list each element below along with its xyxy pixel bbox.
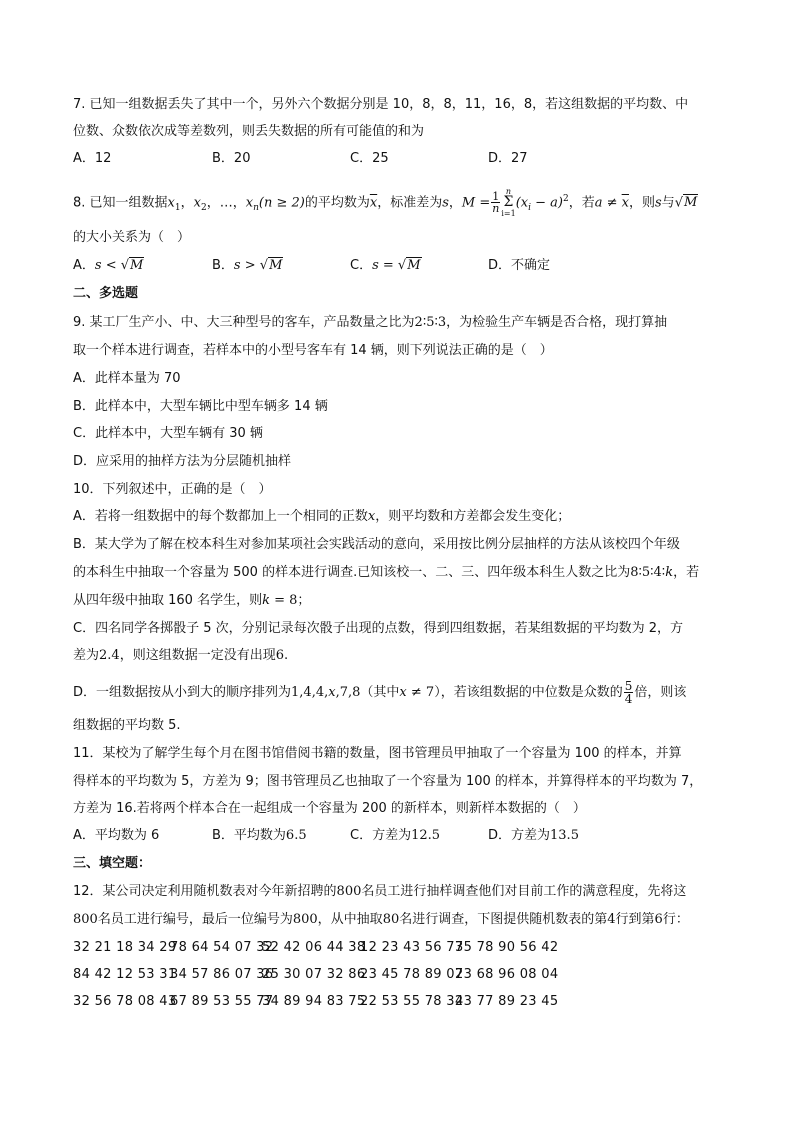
q10-d-text-2: （其中 xyxy=(360,685,400,700)
q8-option-c-sqrt: √M xyxy=(397,258,421,273)
q10-option-a xyxy=(73,507,570,527)
q10-d-seq: 1,4,4, xyxy=(291,685,329,700)
q10-b-text-3: 从四年级中抽取 160 名学生，则 xyxy=(73,593,263,608)
q8-M-eq: M = xyxy=(461,195,491,211)
table-row-2-group-3: 25 30 07 32 86 xyxy=(262,967,366,982)
q9-line1 xyxy=(73,313,667,333)
q8-text-2: 的平均数为 xyxy=(304,195,370,211)
q8-sum-tail: − a) xyxy=(530,195,563,211)
q8-option-a-sqrt: √M xyxy=(120,258,144,273)
q8-condition: (n ≥ 2) xyxy=(258,195,305,211)
q10-option-d-line2: 组数据的平均数 5. xyxy=(73,718,181,733)
q12-text-6: 行到第 xyxy=(615,912,655,927)
q8-s: s xyxy=(442,195,449,211)
q12-num-6: 6 xyxy=(654,912,663,927)
q12-text-3: 名员工进行编号，最后一位编号为 xyxy=(97,912,293,927)
q8-sep2: ，…， xyxy=(206,195,246,211)
q8-sum-top: n xyxy=(505,187,512,197)
q11-line1: 11．某校为了解学生每个月在图书馆借阅书籍的数量，图书管理员甲抽取了一个容量为 100 的样本，并算 xyxy=(73,746,682,761)
q8-frac-num: 1 xyxy=(492,190,500,204)
q8-sqrt-M-rad: M xyxy=(683,195,698,211)
q7-option-b: B．20 xyxy=(212,151,251,166)
q10-c-text-1: 差为 xyxy=(73,648,100,663)
q8-cond2-a: a ≠ xyxy=(594,195,618,211)
q8-sep1: ， xyxy=(180,195,194,211)
q12-num-800-c: 800 xyxy=(292,912,318,927)
q11-option-d-value: 13.5 xyxy=(550,828,579,843)
q8-fraction xyxy=(491,191,500,214)
q8-x2-sub: 2 xyxy=(200,202,207,213)
q10-option-b-line1: B．某大学为了解在校本科生对参加某项社会实践活动的意向，采用按比例分层抽样的方法从该校四个年级 xyxy=(73,537,680,552)
q10-d-frac-den: 4 xyxy=(624,692,633,706)
q10-option-c-line2 xyxy=(73,646,288,666)
q8-option-a xyxy=(73,256,144,276)
q11-option-d xyxy=(488,826,579,846)
table-row-1-group-3: 52 42 06 44 38 xyxy=(262,940,366,955)
q7-line1: 7. 已知一组数据丢失了其中一个，另外六个数据分别是 10，8，8，11，16，8，若这组数据的平均数、中 xyxy=(73,97,689,112)
q12-text-5: 名进行调查，下图提供随机数表的第 xyxy=(399,912,608,927)
q8-text-3: ，标准差为 xyxy=(377,195,443,211)
q10-option-b-line3 xyxy=(73,591,310,611)
q10-option-d-line1 xyxy=(73,679,686,707)
table-row-2-group-4: 23 45 78 89 07 xyxy=(360,967,464,982)
q9-ratio: 2∶5∶3 xyxy=(414,315,447,330)
q12-line1 xyxy=(73,882,686,902)
q8-text-5: ，若 xyxy=(568,195,595,211)
q10-d-text-1: D．一组数据按从小到大的顺序排列为 xyxy=(73,685,292,700)
q10-line1: 10．下列叙述中，正确的是（ ） xyxy=(73,482,272,497)
q12-text-7: 行： xyxy=(662,912,689,927)
q9-option-a: A．此样本量为 70 xyxy=(73,371,181,386)
q10-a-x: x xyxy=(367,509,376,524)
q10-d-ne: ≠ 7 xyxy=(406,685,435,700)
q8-sigma: Σ xyxy=(503,194,514,211)
q8-text-1: 8. 已知一组数据 xyxy=(73,195,168,211)
q10-a-text-1: A．若将一组数据中的每个数都加上一个相同的正数 xyxy=(73,509,368,524)
q8-text-4: ， xyxy=(448,195,462,211)
q10-d-x: x xyxy=(328,685,336,700)
q10-option-b-line2 xyxy=(73,563,699,583)
q10-b-text-1: 的本科生中抽取一个容量为 500 的样本进行调查.已知该校一、二、三、四年级本科生人数之比为 xyxy=(73,565,631,580)
q8-option-a-M: M xyxy=(130,258,144,273)
q12-text-4: ，从中抽取 xyxy=(317,912,383,927)
q11-option-d-label: D．方差为 xyxy=(488,828,551,843)
q12-text-2: 名员工进行抽样调查他们对目前工作的满意程度，先将这 xyxy=(361,884,687,899)
q10-d-text-3: ），若该组数据的中位数是众数的 xyxy=(434,685,623,700)
q10-option-c-line1: C．四名同学各掷骰子 5 次，分别记录每次骰子出现的点数，得到四组数据，若某组数据的平均数为 2，方 xyxy=(73,621,684,636)
q9-line2: 取一个样本进行调查，若样本中的小型号客车有 14 辆，则下列说法正确的是（ ） xyxy=(73,343,553,358)
q8-line1 xyxy=(73,186,698,221)
table-row-3-group-5: 43 77 89 23 45 xyxy=(455,994,559,1009)
q8-x2: x xyxy=(193,195,201,211)
q8-frac-den: n xyxy=(492,202,500,216)
q10-b-k2: k xyxy=(262,593,270,608)
q11-option-b-value: 6.5 xyxy=(285,828,307,843)
q10-a-text-2: ，则平均数和方差都会发生变化； xyxy=(375,509,571,524)
q8-sum xyxy=(501,187,515,218)
q10-b-k: k xyxy=(665,565,674,580)
q12-text-1: 12．某公司决定利用随机数表对今年新招聘的 xyxy=(73,884,337,899)
table-row-2-group-5: 23 68 96 08 04 xyxy=(455,967,559,982)
q9-text-b: ，为检验生产车辆是否合格，现打算抽 xyxy=(446,315,668,330)
q12-line2 xyxy=(73,910,689,930)
q8-option-c-label: C． xyxy=(350,258,373,273)
q8-option-c xyxy=(350,256,422,276)
q12-num-800-a: 800 xyxy=(336,884,362,899)
table-row-3-group-2: 67 89 53 55 77 xyxy=(170,994,274,1009)
q11-option-c xyxy=(350,826,440,846)
q11-line3: 方差为 16.若将两个样本合在一起组成一个容量为 200 的新样本，则新样本数据的（ ） xyxy=(73,801,586,816)
q9-text-a: 9. 某工厂生产小、中、大三种型号的客车，产品数量之比为 xyxy=(73,315,415,330)
q8-text-6: ，则 xyxy=(628,195,655,211)
q11-line2: 得样本的平均数为 5，方差为 9；图书管理员乙也抽取了一个容量为 100 的样本，并算得样本的平均数为 7， xyxy=(73,774,703,789)
q8-xn-sub: n xyxy=(253,202,259,213)
q8-option-b-sqrt: √M xyxy=(259,258,283,273)
q8-option-b xyxy=(212,256,283,276)
table-row-3-group-4: 22 53 55 78 32 xyxy=(360,994,464,1009)
q10-b-text-2: ，若 xyxy=(673,565,700,580)
q7-option-d: D．27 xyxy=(488,151,528,166)
table-row-2-group-1: 84 42 12 53 31 xyxy=(73,967,177,982)
q10-d-fraction xyxy=(624,680,634,705)
q10-c-six: 6. xyxy=(275,648,289,663)
q8-line2: 的大小关系为（ ） xyxy=(73,230,191,245)
table-row-1-group-4: 12 23 43 56 77 xyxy=(360,940,464,955)
q8-sum-body: (x xyxy=(515,195,529,211)
q10-c-text-2: ，则这组数据一定没有出现 xyxy=(119,648,276,663)
q8-sqrt-M: √M xyxy=(674,195,698,211)
q7-option-a: A．12 xyxy=(73,151,112,166)
q10-d-x2: x xyxy=(399,685,407,700)
q11-option-b-label: B．平均数为 xyxy=(212,828,286,843)
q8-option-a-s: s < xyxy=(94,258,117,273)
q7-line2: 位数、众数依次成等差数列，则丢失数据的所有可能值的和为 xyxy=(73,124,425,139)
q7-option-c: C．25 xyxy=(350,151,389,166)
q8-xbar: $\overline{x}$ xyxy=(369,195,378,211)
q12-num-4: 4 xyxy=(607,912,616,927)
q12-num-800-b: 800 xyxy=(73,912,98,927)
q11-option-c-label: C．方差为 xyxy=(350,828,412,843)
q8-sum-bottom: i=1 xyxy=(501,209,516,219)
q8-option-c-M: M xyxy=(407,258,421,273)
q10-b-ratio: 8∶5∶4∶ xyxy=(630,565,666,580)
q9-option-b: B．此样本中，大型车辆比中型车辆多 14 辆 xyxy=(73,399,328,414)
q8-option-d: D．不确定 xyxy=(488,258,551,273)
q8-x1: x xyxy=(167,195,175,211)
q11-option-c-value: 12.5 xyxy=(411,828,441,843)
table-row-3-group-1: 32 56 78 08 43 xyxy=(73,994,177,1009)
q10-d-text-4: 倍，则该 xyxy=(634,685,687,700)
section-heading-multiple-choice: 二、多选题 xyxy=(73,286,139,301)
q9-option-c: C．此样本中，大型车辆有 30 辆 xyxy=(73,426,263,441)
q8-sum-sub: i xyxy=(528,202,531,213)
q10-d-seq2: ,7,8 xyxy=(335,685,361,700)
q12-num-80: 80 xyxy=(382,912,400,927)
q8-sum-exp: 2 xyxy=(562,194,569,204)
q8-s2: s xyxy=(655,195,662,211)
q8-cond2-xbar: $\overline{x}$ xyxy=(621,195,629,211)
q9-option-d: D．应采用的抽样方法为分层随机抽样 xyxy=(73,454,292,469)
table-row-1-group-5: 35 78 90 56 42 xyxy=(455,940,559,955)
q8-option-b-label: B． xyxy=(212,258,234,273)
table-row-1-group-1: 32 21 18 34 29 xyxy=(73,940,177,955)
q11-option-b xyxy=(212,826,307,846)
q8-option-c-s: s = xyxy=(372,258,394,273)
table-row-3-group-3: 34 89 94 83 75 xyxy=(262,994,366,1009)
q10-b-eq: = 8； xyxy=(269,593,311,608)
section-heading-fill-in: 三、填空题： xyxy=(73,856,152,871)
q8-xn: x xyxy=(245,195,254,211)
q8-option-a-label: A． xyxy=(73,258,95,273)
q10-c-variance: 2.4 xyxy=(99,648,120,663)
q10-d-frac-num: 5 xyxy=(624,679,633,693)
q8-option-b-s: s > xyxy=(233,258,256,273)
q8-option-b-M: M xyxy=(269,258,283,273)
table-row-2-group-2: 34 57 86 07 36 xyxy=(170,967,274,982)
q11-option-a: A．平均数为 6 xyxy=(73,828,160,843)
q8-x1-sub: 1 xyxy=(174,202,181,213)
table-row-1-group-2: 78 64 54 07 32 xyxy=(170,940,274,955)
q8-text-7: 与 xyxy=(661,195,675,211)
